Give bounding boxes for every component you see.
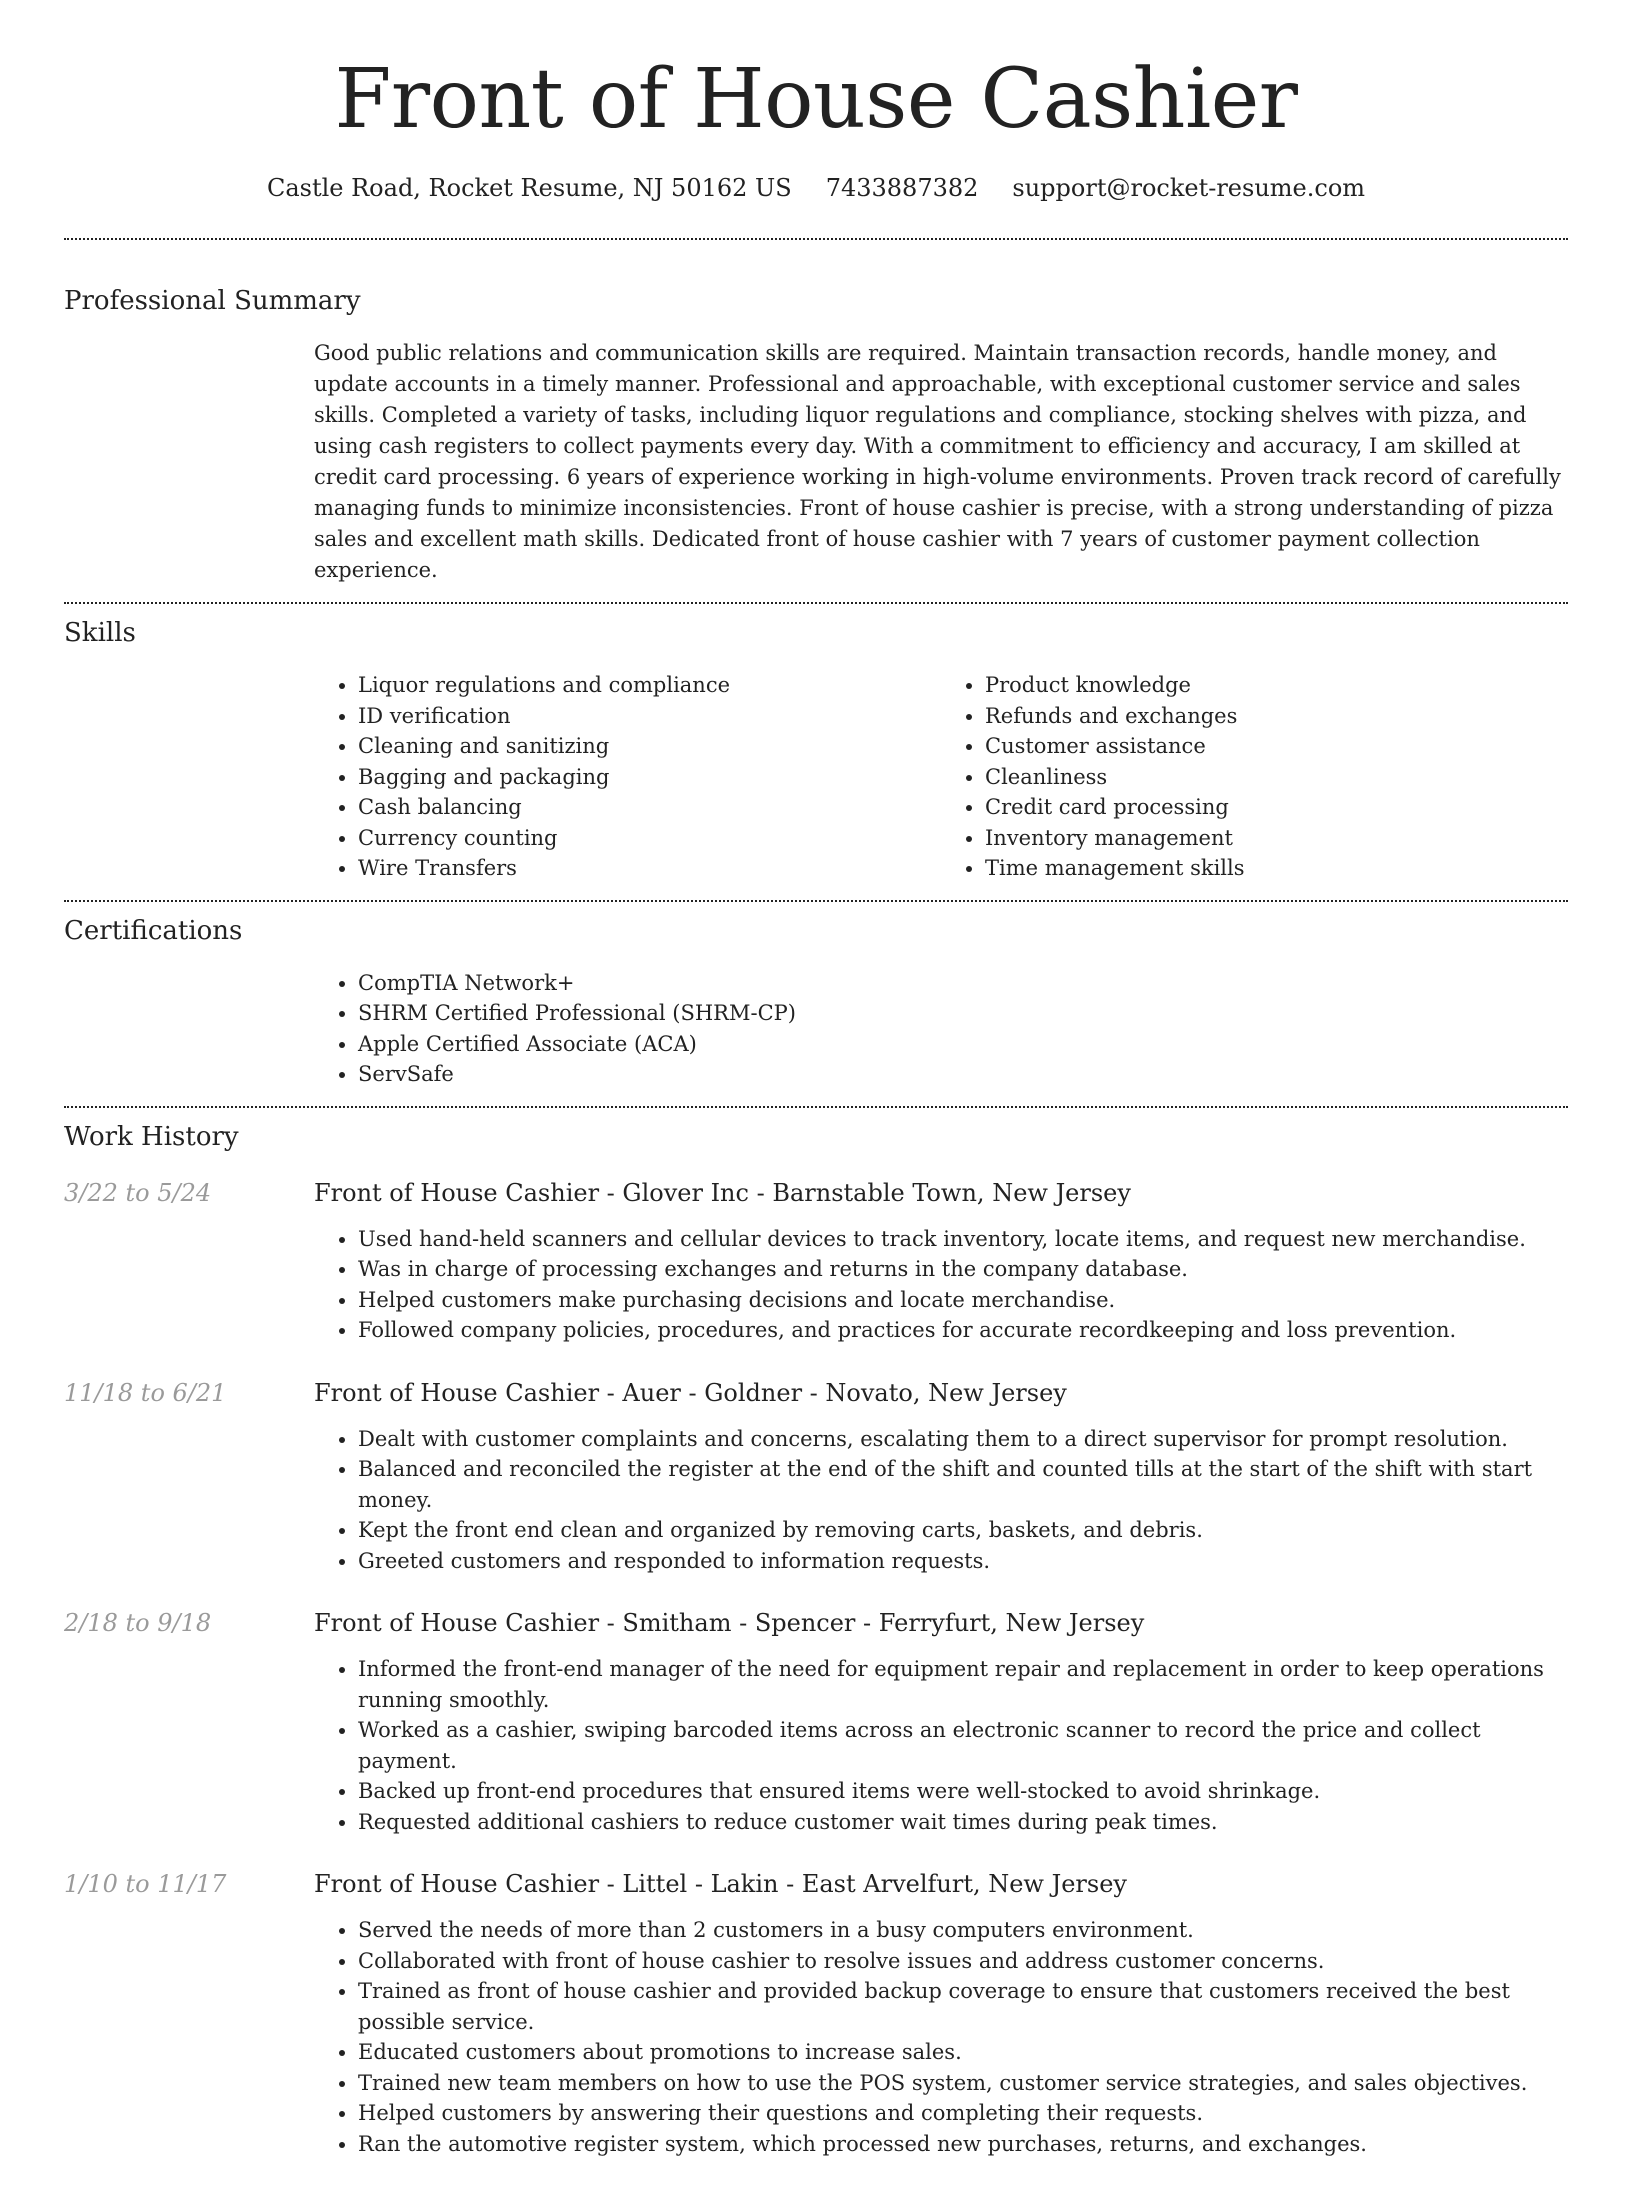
skill-item: • Cash balancing <box>358 792 941 823</box>
skill-item: • Customer assistance <box>985 731 1568 762</box>
job-duties <box>314 1424 1568 1577</box>
job-duty: • Dealt with customer complaints and concerns, escalating them to a direct supervisor for prompt resolution. <box>358 1424 1568 1455</box>
job-duty: • Trained as front of house cashier and provided backup coverage to ensure that customers received the best possible service. <box>358 1976 1568 2037</box>
work-history-heading: Work History <box>64 1120 1568 1154</box>
job-entry <box>64 1867 1568 2189</box>
job-duty: • Worked as a cashier, swiping barcoded items across an electronic scanner to record the price and collect payment. <box>358 1715 1568 1776</box>
work-history-section <box>64 1108 1568 2189</box>
resume-header <box>64 0 1568 204</box>
job-duty: • Ran the automotive register system, which processed new purchases, returns, and exchanges. <box>358 2129 1568 2160</box>
job-dates: 3/22 to 5/24 <box>64 1176 314 1376</box>
job-body <box>314 1867 1568 2189</box>
skills-list-left <box>314 670 941 884</box>
job-duty: • Kept the front end clean and organized by removing carts, baskets, and debris. <box>358 1515 1568 1546</box>
skill-item: • Liquor regulations and compliance <box>358 670 941 701</box>
skill-item: • Credit card processing <box>985 792 1568 823</box>
job-dates: 1/10 to 11/17 <box>64 1867 314 2189</box>
skill-item: • Refunds and exchanges <box>985 701 1568 732</box>
job-duty: • Educated customers about promotions to increase sales. <box>358 2037 1568 2068</box>
certification-item: • Apple Certified Associate (ACA) <box>358 1029 1568 1060</box>
certifications-list-wrap <box>314 968 1568 1090</box>
skill-item: • Cleanliness <box>985 762 1568 793</box>
job-title: Front of House Cashier - Glover Inc - Barnstable Town, New Jersey <box>314 1176 1568 1210</box>
contact-line <box>64 172 1568 204</box>
contact-phone: 7433887382 <box>826 172 979 204</box>
summary-heading: Professional Summary <box>64 284 1568 318</box>
contact-address: Castle Road, Rocket Resume, NJ 50162 US <box>267 172 792 204</box>
summary-section <box>64 240 1568 586</box>
job-entry <box>64 1606 1568 1867</box>
job-title: Front of House Cashier - Auer - Goldner - Novato, New Jersey <box>314 1376 1568 1410</box>
skill-item: • Bagging and packaging <box>358 762 941 793</box>
skill-item: • Product knowledge <box>985 670 1568 701</box>
job-duty: • Requested additional cashiers to reduce customer wait times during peak times. <box>358 1807 1568 1838</box>
job-duty: • Helped customers by answering their questions and completing their requests. <box>358 2098 1568 2129</box>
contact-email: support@rocket-resume.com <box>1012 172 1365 204</box>
summary-text: Good public relations and communication skills are required. Maintain transaction records, handle money, and update accounts in a timely manner. Professional and approachable, with exceptional customer service and sales skills. Completed a variety of tasks, including liquor regulations and compliance, stocking shelves with pizza, and using cash registers to collect payments every day. With a commitment to efficiency and accuracy, I am skilled at credit card processing. 6 years of experience working in high-volume environments. Proven track record of carefully managing funds to minimize inconsistencies. Front of house cashier is precise, with a strong understanding of pizza sales and excellent math skills. Dedicated front of house cashier with 7 years of customer payment collection experience. <box>314 338 1568 586</box>
job-duty: • Was in charge of processing exchanges and returns in the company database. <box>358 1254 1568 1285</box>
certifications-list <box>314 968 1568 1090</box>
job-duty: • Used hand-held scanners and cellular devices to track inventory, locate items, and request new merchandise. <box>358 1224 1568 1255</box>
certifications-heading: Certifications <box>64 914 1568 948</box>
job-dates: 11/18 to 6/21 <box>64 1376 314 1607</box>
skill-item: • Cleaning and sanitizing <box>358 731 941 762</box>
job-duty: • Collaborated with front of house cashier to resolve issues and address customer concerns. <box>358 1946 1568 1977</box>
job-body <box>314 1606 1568 1867</box>
job-body <box>314 1176 1568 1376</box>
job-duty: • Backed up front-end procedures that ensured items were well-stocked to avoid shrinkage. <box>358 1776 1568 1807</box>
job-duty: • Greeted customers and responded to information requests. <box>358 1546 1568 1577</box>
job-duty: • Served the needs of more than 2 customers in a busy computers environment. <box>358 1915 1568 1946</box>
jobs-list <box>64 1176 1568 2189</box>
candidate-name: Front of House Cashier <box>64 50 1568 150</box>
job-title: Front of House Cashier - Smitham - Spencer - Ferryfurt, New Jersey <box>314 1606 1568 1640</box>
skills-heading: Skills <box>64 616 1568 650</box>
job-duties <box>314 1224 1568 1346</box>
job-duty: • Balanced and reconciled the register at the end of the shift and counted tills at the start of the shift with start money. <box>358 1454 1568 1515</box>
skill-item: • Wire Transfers <box>358 853 941 884</box>
job-title: Front of House Cashier - Littel - Lakin - East Arvelfurt, New Jersey <box>314 1867 1568 1901</box>
job-duty: • Helped customers make purchasing decisions and locate merchandise. <box>358 1285 1568 1316</box>
job-dates: 2/18 to 9/18 <box>64 1606 314 1867</box>
job-duty: • Followed company policies, procedures, and practices for accurate recordkeeping and loss prevention. <box>358 1315 1568 1346</box>
job-entry <box>64 1376 1568 1607</box>
certification-item: • ServSafe <box>358 1059 1568 1090</box>
certification-item: • CompTIA Network+ <box>358 968 1568 999</box>
certifications-section <box>64 902 1568 1090</box>
skill-item: • Currency counting <box>358 823 941 854</box>
certification-item: • SHRM Certified Professional (SHRM-CP) <box>358 998 1568 1029</box>
skills-section <box>64 604 1568 884</box>
job-duties <box>314 1654 1568 1837</box>
job-duty: • Trained new team members on how to use the POS system, customer service strategies, and sales objectives. <box>358 2068 1568 2099</box>
job-duties <box>314 1915 1568 2159</box>
skill-item: • Inventory management <box>985 823 1568 854</box>
skill-item: • ID verification <box>358 701 941 732</box>
job-body <box>314 1376 1568 1607</box>
skills-list-right <box>941 670 1568 884</box>
skills-columns <box>314 670 1568 884</box>
job-entry <box>64 1176 1568 1376</box>
skill-item: • Time management skills <box>985 853 1568 884</box>
job-duty: • Informed the front-end manager of the need for equipment repair and replacement in order to keep operations running smoothly. <box>358 1654 1568 1715</box>
